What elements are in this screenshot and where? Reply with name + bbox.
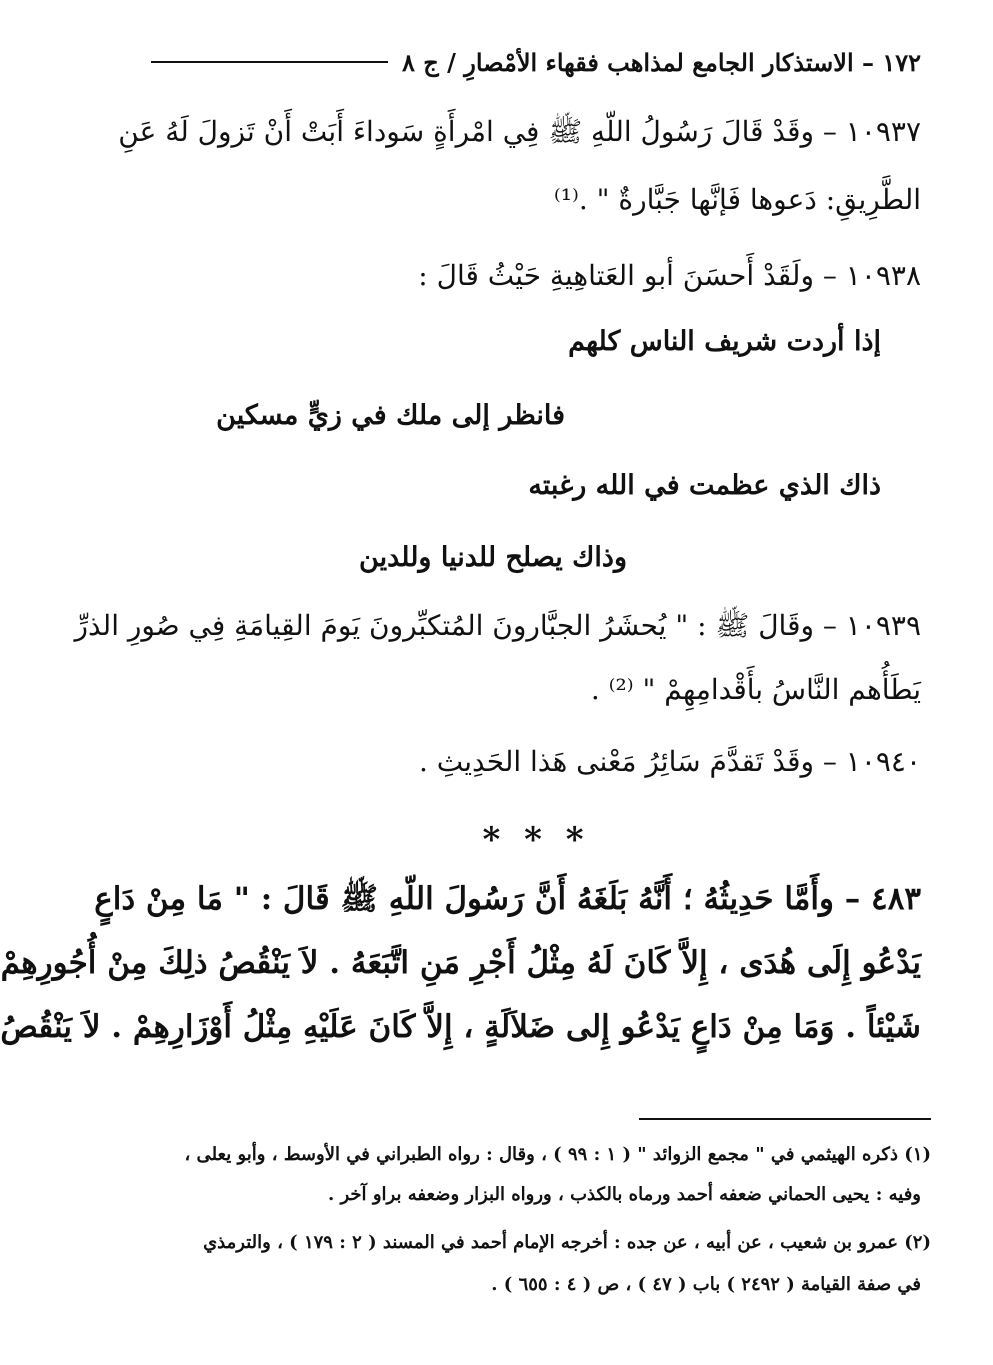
footnote-2-line-2: في صفة القيامة ( ٢٤٩٢ ) باب ( ٤٧ ) ، ص ( ٤ : ٦٥٥ ) .: [491, 1274, 921, 1295]
running-header: [151, 42, 921, 82]
footnote-2-line-1: (٢) عمرو بن شعيب ، عن أبيه ، عن جده : أخرجه الإمام أحمد في المسند ( ٢ : ١٧٩ ) ، والترمذي: [203, 1232, 931, 1253]
running-title: ١٧٢ – الاستذكار الجامع لمذاهب فقهاء الأمْصارِ / ج ٨: [402, 47, 921, 77]
hadith-483-line-1: ٤٨٣ – وأَمَّا حَدِيثُهُ ؛ أَنَّهُ بَلَغَهُ أَنَّ رَسُولَ اللّهِ ﷺ قَالَ : " مَا مِنْ دَاعٍ: [94, 881, 921, 917]
header-rule: [151, 61, 388, 63]
poem-verse-4: وذاك يصلح للدنيا وللدين: [359, 542, 627, 573]
section-separator: * * *: [482, 820, 590, 860]
paragraph-10938: ١٠٩٣٨ – ولَقَدْ أَحسَنَ أبو العَتاهِيةِ حَيْثُ قَالَ :: [418, 259, 921, 292]
hadith-483-line-3: شَيْئاً . وَمَا مِنْ دَاعٍ يَدْعُو إِلى ضَلاَلَةٍ ، إِلاَّ كَانَ عَلَيْهِ مِثْلُ أَوْزَارِهِمْ . لاَ يَنْقُصُ: [0, 1009, 921, 1045]
footnote-1-line-2: وفيه : يحيى الحماني ضعفه أحمد ورماه بالكذب ، ورواه البزار وضعفه براو آخر .: [327, 1184, 921, 1205]
poem-verse-3: ذاك الذي عظمت في الله رغبته: [528, 470, 881, 501]
hadith-483-line-2: يَدْعُو إِلَى هُدَى ، إِلاَّ كَانَ لَهُ مِثْلُ أَجْرِ مَنِ اتَّبَعَهُ . لاَ يَنْقُصُ ذلِكَ مِنْ أُجُورِهِمْ: [0, 945, 921, 981]
paragraph-10939-line-2: يَطَأُهم النَّاسُ بأَقْدامِهِمْ " ⁽²⁾ .: [590, 673, 921, 706]
paragraph-10940: ١٠٩٤٠ – وقَدْ تَقدَّمَ سَائِرُ مَعْنى هَذا الحَدِيثِ .: [418, 745, 921, 778]
paragraph-10939-line-1: ١٠٩٣٩ – وقَالَ ﷺ : " يُحشَرُ الجبَّارونَ المُتكبِّرونَ يَومَ القِيامَةِ فِي صُورِ الذرِّ: [74, 609, 921, 642]
poem-verse-2: فانظر إلى ملك في زيٍّ مسكين: [216, 400, 565, 431]
paragraph-10937-line-2: الطَّرِيقِ: دَعوها فَإنَّها جَبَّارةٌ " .⁽¹⁾: [553, 183, 921, 216]
poem-verse-1: إذا أردت شريف الناس كلهم: [568, 326, 881, 357]
paragraph-10937-line-1: ١٠٩٣٧ – وقَدْ قَالَ رَسُولُ اللّهِ ﷺ فِي امْرأَةٍ سَوداءَ أَبَتْ أَنْ تَزولَ لَهُ عَنِ: [118, 115, 921, 148]
footnote-rule: [639, 1118, 931, 1120]
footnote-1-line-1: (١) ذكره الهيثمي في " مجمع الزوائد " ( ١ : ٩٩ ) ، وقال : رواه الطبراني في الأوسط ، وأبو يعلى ،: [184, 1144, 931, 1165]
